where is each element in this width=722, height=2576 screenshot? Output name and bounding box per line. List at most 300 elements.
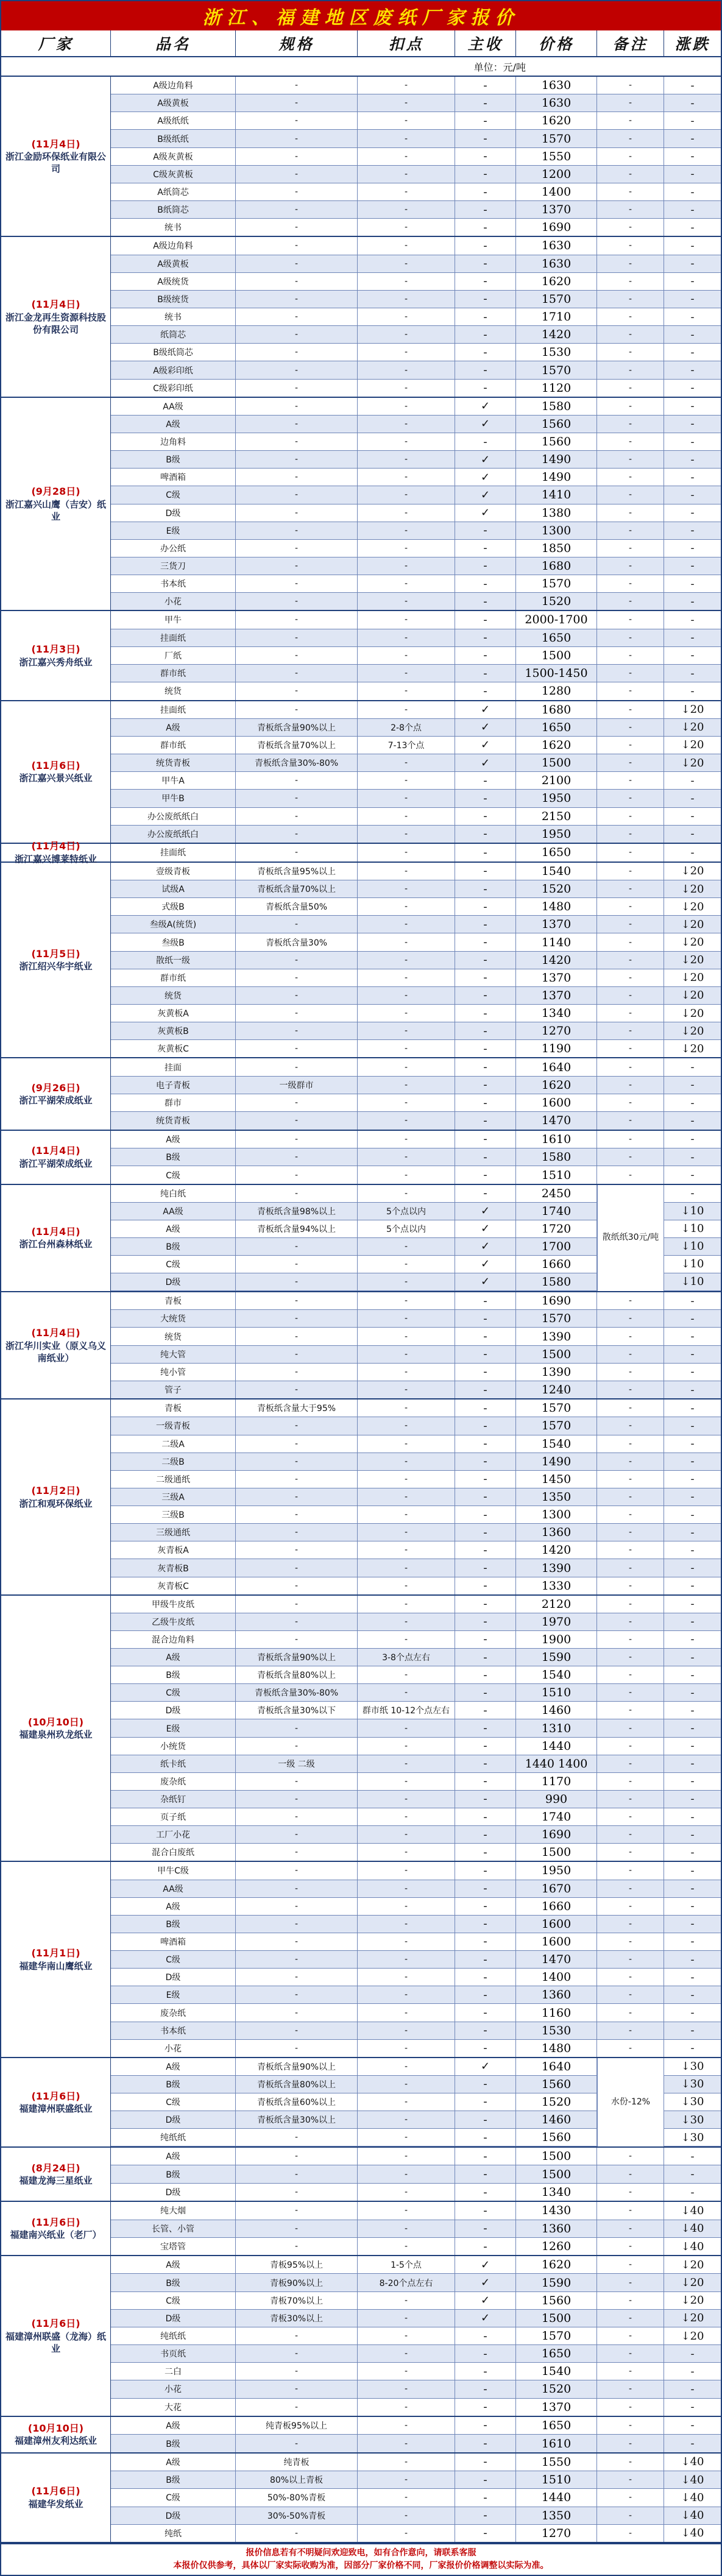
note-cell: - (597, 1112, 664, 1129)
spec-cell: - (236, 1040, 358, 1057)
spec-cell: 青板30%以上 (236, 2310, 358, 2327)
change-cell: - (690, 1882, 695, 1895)
table-row (111, 2004, 721, 2022)
table-row (111, 308, 721, 326)
spec-cell: 青板纸含量30%-80% (236, 754, 358, 771)
change-cell: - (690, 774, 695, 787)
change-cell: ↓40 (681, 2509, 704, 2522)
note-cell: - (597, 1933, 664, 1950)
note-cell: - (597, 486, 664, 503)
note-cell: - (597, 183, 664, 200)
table-row (111, 1702, 721, 1719)
main-mark-cell: - (455, 2507, 516, 2524)
supplier-group (1, 237, 721, 397)
deduction-cell: - (358, 593, 455, 610)
note-cell: - (597, 647, 664, 664)
change-cell: - (690, 400, 695, 413)
note-cell: - (597, 291, 664, 308)
table-row (111, 1417, 721, 1435)
product-cell: A纸筒芯 (111, 183, 236, 200)
main-mark-cell: - (455, 1328, 516, 1345)
main-mark-cell: ✓ (455, 737, 516, 754)
note-cell: - (597, 2399, 664, 2416)
deduction-cell: - (358, 2220, 455, 2237)
note-cell: - (597, 451, 664, 468)
main-mark-cell: ✓ (455, 451, 516, 468)
spec-cell: - (236, 1880, 358, 1897)
note-cell: - (597, 737, 664, 754)
header-deduction: 扣点 (358, 30, 455, 56)
main-mark-cell: - (455, 1808, 516, 1825)
supplier-rows (111, 1596, 721, 1861)
note-cell: - (597, 2004, 664, 2021)
supplier-group (1, 863, 721, 1058)
product-cell: A级黄板 (111, 94, 236, 111)
deduction-cell: - (358, 1791, 455, 1808)
change-cell: - (690, 595, 695, 608)
table-row (111, 416, 721, 433)
change-cell: ↓40 (681, 2240, 704, 2253)
supplier-rows (111, 611, 721, 699)
price-cell: 1440 (516, 1738, 597, 1755)
price-cell: 1360 (516, 1986, 597, 2003)
spec-cell: - (236, 1005, 358, 1022)
deduction-cell: - (358, 1488, 455, 1506)
supplier-cell (1, 2417, 111, 2452)
change-cell: - (690, 1312, 695, 1325)
price-cell: 1490 (516, 451, 597, 468)
table-row (111, 255, 721, 273)
table-row (111, 1559, 721, 1577)
spec-cell: - (236, 2363, 358, 2380)
spec-cell: - (236, 219, 358, 236)
price-cell: 2100 (516, 772, 597, 789)
product-cell: C级 (111, 1951, 236, 1968)
price-cell: 1500 (516, 2310, 597, 2327)
note-cell: - (597, 308, 664, 325)
quote-date: (11月4日) (31, 299, 80, 311)
spec-cell: - (236, 2380, 358, 2397)
price-cell: 1650 (516, 844, 597, 862)
product-cell: A级边角料 (111, 237, 236, 254)
note-cell: - (597, 2417, 664, 2435)
change-cell: - (690, 791, 695, 805)
main-mark-cell: - (455, 880, 516, 897)
deduction-cell: - (358, 2363, 455, 2380)
price-cell: 1400 (516, 183, 597, 200)
deduction-cell: - (358, 2310, 455, 2327)
spec-cell: 青板纸含量80%以上 (236, 1666, 358, 1683)
spec-cell: - (236, 916, 358, 933)
table-row (111, 1649, 721, 1666)
supplier-rows (111, 1058, 721, 1129)
main-mark-cell: - (455, 380, 516, 397)
note-cell: - (597, 2256, 664, 2273)
note-cell: - (597, 1417, 664, 1434)
note-cell: - (597, 1791, 664, 1808)
deduction-cell: - (358, 237, 455, 254)
supplier-rows (111, 1185, 721, 1291)
price-cell: 1410 (516, 486, 597, 503)
supplier-cell (1, 2148, 111, 2201)
supplier-cell (1, 1862, 111, 2056)
deduction-cell: - (358, 130, 455, 147)
deduction-cell: - (358, 2471, 455, 2488)
note-cell: - (597, 2471, 664, 2488)
product-cell: B级统货 (111, 291, 236, 308)
change-cell: ↓20 (681, 989, 704, 1002)
product-cell: B级 (111, 2435, 236, 2452)
deduction-cell: - (358, 2489, 455, 2506)
main-mark-cell: - (455, 2399, 516, 2416)
price-cell: 1390 (516, 1559, 597, 1576)
change-cell: - (690, 328, 695, 341)
product-cell: 混合边角料 (111, 1631, 236, 1648)
product-cell: C级 (111, 1684, 236, 1701)
product-cell: D级 (111, 1273, 236, 1290)
supplier-cell (1, 1596, 111, 1861)
table-row (111, 1951, 721, 1969)
header-firm: 厂家 (1, 30, 111, 56)
price-cell: 1420 (516, 326, 597, 343)
spec-cell: - (236, 772, 358, 789)
main-mark-cell: - (455, 790, 516, 807)
deduction-cell: - (358, 219, 455, 236)
note-cell: - (597, 1577, 664, 1594)
deduction-cell: - (358, 1435, 455, 1453)
price-cell: 1630 (516, 94, 597, 111)
table-row (111, 898, 721, 916)
price-cell: 1370 (516, 969, 597, 986)
deduction-cell: - (358, 380, 455, 397)
price-cell: 1380 (516, 504, 597, 522)
deduction-cell: - (358, 112, 455, 129)
note-cell: - (597, 1666, 664, 1683)
note-cell: - (597, 540, 664, 557)
spec-cell: 青板纸含量80%以上 (236, 2076, 358, 2093)
main-mark-cell: - (455, 1649, 516, 1666)
table-row (111, 1058, 721, 1076)
change-cell: ↓30 (681, 2131, 704, 2144)
price-cell: 1690 (516, 219, 597, 236)
deduction-cell: - (358, 2022, 455, 2039)
deduction-cell: 7-13个点 (358, 737, 455, 754)
change-cell: ↓10 (681, 1275, 704, 1289)
spec-cell: - (236, 2148, 358, 2165)
change-cell: - (690, 524, 695, 537)
spec-cell: - (236, 291, 358, 308)
supplier-rows (111, 1131, 721, 1184)
price-cell: 1500 (516, 1844, 597, 1861)
supplier-cell (1, 2256, 111, 2415)
table-row (111, 1381, 721, 1398)
change-cell: - (690, 1419, 695, 1432)
table-row (111, 540, 721, 557)
spec-cell: - (236, 1471, 358, 1488)
supplier-cell (1, 701, 111, 843)
spec-cell: - (236, 682, 358, 699)
main-mark-cell: - (455, 593, 516, 610)
spec-cell: - (236, 540, 358, 557)
change-cell: - (690, 2365, 695, 2378)
spec-cell: 青板纸含量30%以上 (236, 2111, 358, 2128)
table-row (111, 361, 721, 379)
spec-cell: - (236, 308, 358, 325)
deduction-cell: - (358, 2129, 455, 2146)
spec-cell: - (236, 1791, 358, 1808)
change-cell: ↓30 (681, 2060, 704, 2073)
quote-date: (11月4日) (31, 138, 80, 150)
deduction-cell: - (358, 863, 455, 880)
price-cell: 1480 (516, 2040, 597, 2057)
price-cell: 1570 (516, 2327, 597, 2344)
spec-cell: - (236, 1292, 358, 1309)
main-mark-cell: - (455, 1898, 516, 1915)
supplier-group (1, 1292, 721, 1399)
change-cell: - (690, 1562, 695, 1575)
spec-cell: - (236, 486, 358, 503)
deduction-cell: - (358, 2004, 455, 2021)
note-cell: - (597, 1399, 664, 1417)
deduction-cell: - (358, 1022, 455, 1039)
main-mark-cell: - (455, 540, 516, 557)
deduction-cell: - (358, 1005, 455, 1022)
price-cell: 1500 (516, 754, 597, 771)
table-row (111, 987, 721, 1005)
deduction-cell: - (358, 1148, 455, 1166)
spec-cell: - (236, 1613, 358, 1630)
price-cell: 1650 (516, 629, 597, 646)
main-mark-cell: - (455, 1791, 516, 1808)
note-cell: - (597, 682, 664, 699)
table-row (111, 575, 721, 593)
note-cell: - (597, 754, 664, 771)
price-cell: 1580 (516, 1273, 597, 1290)
spec-cell: - (236, 1916, 358, 1933)
change-cell: - (690, 2168, 695, 2181)
product-cell: E级 (111, 522, 236, 539)
supplier-name: 浙江台州森林纸业 (19, 1239, 93, 1250)
product-cell: 甲牛A (111, 772, 236, 789)
main-mark-cell: - (455, 2022, 516, 2039)
deduction-cell: - (358, 2327, 455, 2344)
table-row (111, 2399, 721, 2416)
spec-cell: 青板95%以上 (236, 2256, 358, 2273)
note-cell: - (597, 880, 664, 897)
price-cell: 1590 (516, 1649, 597, 1666)
price-cell: 1620 (516, 1077, 597, 1094)
note-cell: - (597, 1596, 664, 1613)
deduction-cell: - (358, 2399, 455, 2416)
product-cell: 乙级牛皮纸 (111, 1613, 236, 1630)
deduction-cell: - (358, 486, 455, 503)
note-cell: - (597, 380, 664, 397)
spec-cell: - (236, 2220, 358, 2237)
change-cell: ↓20 (681, 1024, 704, 1038)
main-mark-cell: - (455, 1613, 516, 1630)
deduction-cell: - (358, 1256, 455, 1273)
change-cell: - (690, 1988, 695, 2001)
main-mark-cell: - (455, 1541, 516, 1559)
product-cell: 小花 (111, 2040, 236, 2057)
price-cell: 1370 (516, 2399, 597, 2416)
product-cell: 办公废纸纸白 (111, 826, 236, 843)
spec-cell: - (236, 344, 358, 361)
spec-cell: - (236, 1094, 358, 1111)
deduction-cell: 5个点以内 (358, 1220, 455, 1237)
product-cell: A级 (111, 2256, 236, 2273)
product-cell: 三级通纸 (111, 1524, 236, 1541)
note-cell: - (597, 1346, 664, 1363)
change-cell: ↓20 (681, 721, 704, 734)
change-cell: - (690, 506, 695, 520)
note-cell: - (597, 1649, 664, 1666)
deduction-cell: - (358, 1381, 455, 1398)
spec-cell: - (236, 112, 358, 129)
price-cell: 1600 (516, 1933, 597, 1950)
price-cell: 1350 (516, 1488, 597, 1506)
footer-disclaimer (1, 2543, 721, 2575)
product-cell: C级 (111, 2292, 236, 2309)
price-cell: 1470 (516, 1112, 597, 1129)
product-cell: 纯纸 (111, 2525, 236, 2542)
table-row (111, 2525, 721, 2542)
table-row (111, 1613, 721, 1631)
spec-cell: - (236, 166, 358, 183)
supplier-cell (1, 611, 111, 699)
note-cell: - (597, 808, 664, 825)
price-cell: 1650 (516, 719, 597, 736)
spec-cell: - (236, 1773, 358, 1790)
group-note: 水份-12% (597, 2058, 664, 2146)
supplier-group (1, 2202, 721, 2256)
table-row (111, 2454, 721, 2471)
price-cell: 1530 (516, 2022, 597, 2039)
change-cell: - (690, 345, 695, 359)
product-cell: D级 (111, 2310, 236, 2327)
table-row (111, 1005, 721, 1022)
deduction-cell: - (358, 844, 455, 862)
price-cell: 1520 (516, 2380, 597, 2397)
deduction-cell: - (358, 1862, 455, 1879)
spec-cell: - (236, 2202, 358, 2219)
table-row (111, 1148, 721, 1166)
header-change: 涨跌 (674, 35, 710, 53)
supplier-rows (111, 2202, 721, 2255)
note-cell: - (597, 273, 664, 290)
spec-cell: - (236, 665, 358, 682)
product-cell: 边角料 (111, 433, 236, 450)
main-mark-cell: - (455, 1058, 516, 1075)
change-cell: - (690, 417, 695, 431)
change-cell: - (690, 381, 695, 395)
main-mark-cell: - (455, 2093, 516, 2111)
spec-cell: 青板纸含量60%以上 (236, 2093, 358, 2111)
main-mark-cell: ✓ (455, 2274, 516, 2291)
note-cell: - (597, 2148, 664, 2165)
spec-cell: 青板纸含量95%以上 (236, 863, 358, 880)
product-cell: 二白 (111, 2363, 236, 2380)
change-cell: - (690, 827, 695, 841)
note-cell: - (597, 719, 664, 736)
change-cell: - (690, 1686, 695, 1699)
price-cell: 1490 (516, 1453, 597, 1470)
spec-cell: - (236, 2165, 358, 2182)
main-mark-cell: - (455, 2220, 516, 2237)
spec-cell: - (236, 2327, 358, 2344)
price-cell: 1450 (516, 1471, 597, 1488)
product-cell: A级 (111, 719, 236, 736)
note-cell: - (597, 416, 664, 433)
product-cell: A级 (111, 2148, 236, 2165)
deduction-cell: - (358, 916, 455, 933)
deduction-cell: - (358, 2292, 455, 2309)
product-cell: A级 (111, 416, 236, 433)
main-mark-cell: - (455, 2040, 516, 2057)
main-mark-cell: ✓ (455, 469, 516, 486)
deduction-cell: - (358, 1541, 455, 1559)
main-mark-cell: - (455, 1684, 516, 1701)
main-mark-cell: - (455, 1166, 516, 1183)
product-cell: B级纸纸 (111, 130, 236, 147)
table-row (111, 77, 721, 94)
supplier-name: 福建漳州联盛纸业 (19, 2103, 93, 2115)
note-cell: - (597, 2525, 664, 2542)
spec-cell: - (236, 77, 358, 94)
table-row (111, 2165, 721, 2183)
main-mark-cell: - (455, 1773, 516, 1790)
main-mark-cell: ✓ (455, 2292, 516, 2309)
price-cell: 1630 (516, 77, 597, 94)
price-cell: 1340 (516, 2184, 597, 2201)
change-cell: - (690, 1133, 695, 1146)
price-cell: 1570 (516, 575, 597, 592)
deduction-cell: - (358, 2417, 455, 2435)
deduction-cell: - (358, 1364, 455, 1381)
table-row (111, 1773, 721, 1791)
product-cell: 灰黄板A (111, 1005, 236, 1022)
change-cell: - (690, 2382, 695, 2396)
price-cell: 1640 (516, 2058, 597, 2075)
deduction-cell: - (358, 255, 455, 272)
table-row (111, 2274, 721, 2291)
supplier-group (1, 2058, 721, 2148)
product-cell: A级黄板 (111, 255, 236, 272)
spec-cell: 青板纸含量94%以上 (236, 1220, 358, 1237)
quote-date: (11月6日) (31, 2317, 80, 2329)
product-cell: 二级A (111, 1435, 236, 1453)
table-row (111, 94, 721, 112)
main-mark-cell: - (455, 112, 516, 129)
deduction-cell: - (358, 826, 455, 843)
supplier-group (1, 840, 721, 865)
price-cell: 1850 (516, 540, 597, 557)
supplier-group (1, 701, 721, 844)
note-cell: - (597, 1022, 664, 1039)
change-cell: ↓20 (681, 1007, 704, 1020)
change-cell: - (690, 221, 695, 234)
change-cell: - (690, 1739, 695, 1753)
main-mark-cell: - (455, 1577, 516, 1594)
supplier-rows (111, 237, 721, 396)
deduction-cell: - (358, 1631, 455, 1648)
deduction-cell: 1-5个点 (358, 2256, 455, 2273)
supplier-group (1, 1596, 721, 1863)
spec-cell: - (236, 1166, 358, 1183)
change-cell: - (690, 1437, 695, 1451)
deduction-cell: - (358, 2454, 455, 2471)
note-cell: - (597, 1435, 664, 1453)
